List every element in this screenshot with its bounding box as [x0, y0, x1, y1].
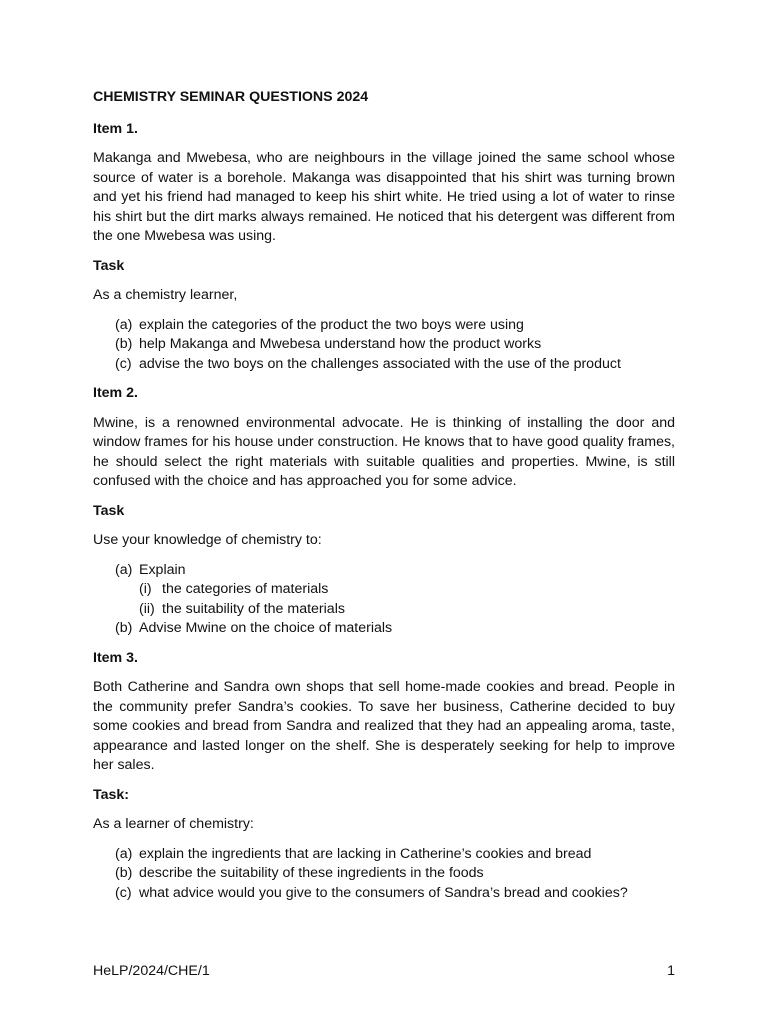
- list-item-text: what advice would you give to the consumers of Sandra’s bread and cookies?: [139, 884, 628, 901]
- list-marker: (a): [115, 316, 133, 333]
- item-1-task-heading: Task: [93, 257, 125, 274]
- sub-list-marker: (i): [139, 581, 152, 597]
- item-2-task-list: [93, 561, 675, 639]
- list-item-text: Explain: [139, 561, 186, 578]
- document-code: HeLP/2024/CHE/1: [93, 963, 210, 979]
- item-3-task-list: [93, 845, 675, 904]
- list-marker: (a): [115, 561, 133, 578]
- item-2-task-heading: Task: [93, 502, 125, 519]
- sub-list-item: [139, 600, 675, 620]
- list-item: [93, 619, 675, 639]
- item-1-heading: Item 1.: [93, 120, 138, 137]
- list-marker: (a): [115, 845, 133, 862]
- item-3-task-heading: Task:: [93, 786, 130, 803]
- list-item-text: explain the ingredients that are lacking in Catherine’s cookies and bread: [139, 845, 592, 862]
- item-1-task-list: [93, 316, 675, 375]
- list-item: [93, 355, 675, 375]
- item-1-task-intro: As a chemistry learner,: [93, 287, 238, 303]
- list-item: [93, 864, 675, 884]
- list-marker: (b): [115, 865, 133, 881]
- item-2-paragraph: Mwine, is a renowned environmental advocate. He is thinking of installing the door and window frames for his house under construction. He knows that to have good quality frames, he should select the right materials with suitable qualities and properties. Mwine, is still confused with the choice and has approached you for some advice.: [93, 414, 675, 489]
- item-2-heading: Item 2.: [93, 385, 138, 401]
- sub-list-item-text: the suitability of the materials: [162, 600, 345, 617]
- list-item-text: explain the categories of the product the two boys were using: [139, 316, 524, 333]
- item-1-paragraph: Makanga and Mwebesa, who are neighbours in the village joined the same school whose source of water is a borehole. Makanga was disappointed that his shirt was turning brown and yet his friend had managed to keep his shirt white. He tried using a lot of water to rinse his shirt but the dirt marks always remained. He noticed that his detergent was different from the one Mwebesa was using.: [93, 150, 675, 244]
- list-item-text: help Makanga and Mwebesa understand how the product works: [139, 336, 542, 352]
- document-title: CHEMISTRY SEMINAR QUESTIONS 2024: [93, 89, 369, 105]
- sub-list: [139, 580, 675, 619]
- sub-list-marker: (ii): [139, 600, 155, 617]
- document-page: [93, 88, 675, 913]
- item-3-heading: Item 3.: [93, 649, 138, 666]
- item-3-task-intro: As a learner of chemistry:: [93, 816, 254, 832]
- list-item-text: advise the two boys on the challenges associated with the use of the product: [139, 355, 621, 372]
- list-marker: (c): [115, 355, 132, 372]
- list-marker: (c): [115, 884, 132, 901]
- list-item: [93, 884, 675, 904]
- item-2-task-intro: Use your knowledge of chemistry to:: [93, 532, 322, 548]
- list-item-text: Advise Mwine on the choice of materials: [139, 620, 393, 636]
- list-marker: (b): [115, 336, 133, 352]
- list-marker: (b): [115, 620, 133, 636]
- list-item: [93, 316, 675, 336]
- list-item: [93, 561, 675, 620]
- sub-list-item-text: the categories of materials: [162, 581, 329, 597]
- item-3-paragraph: Both Catherine and Sandra own shops that sell home-made cookies and bread. People in the community prefer Sandra’s cookies. To save her business, Catherine decided to buy some cookies and bread from Sandra and realized that they had an appealing aroma, taste, appearance and lasted longer on the shelf. She is desperately seeking for help to improve her sales.: [93, 679, 675, 773]
- sub-list-item: [139, 580, 675, 600]
- list-item: [93, 845, 675, 865]
- list-item: [93, 335, 675, 355]
- list-item-text: describe the suitability of these ingredients in the foods: [139, 865, 484, 881]
- page-number: 1: [667, 963, 675, 979]
